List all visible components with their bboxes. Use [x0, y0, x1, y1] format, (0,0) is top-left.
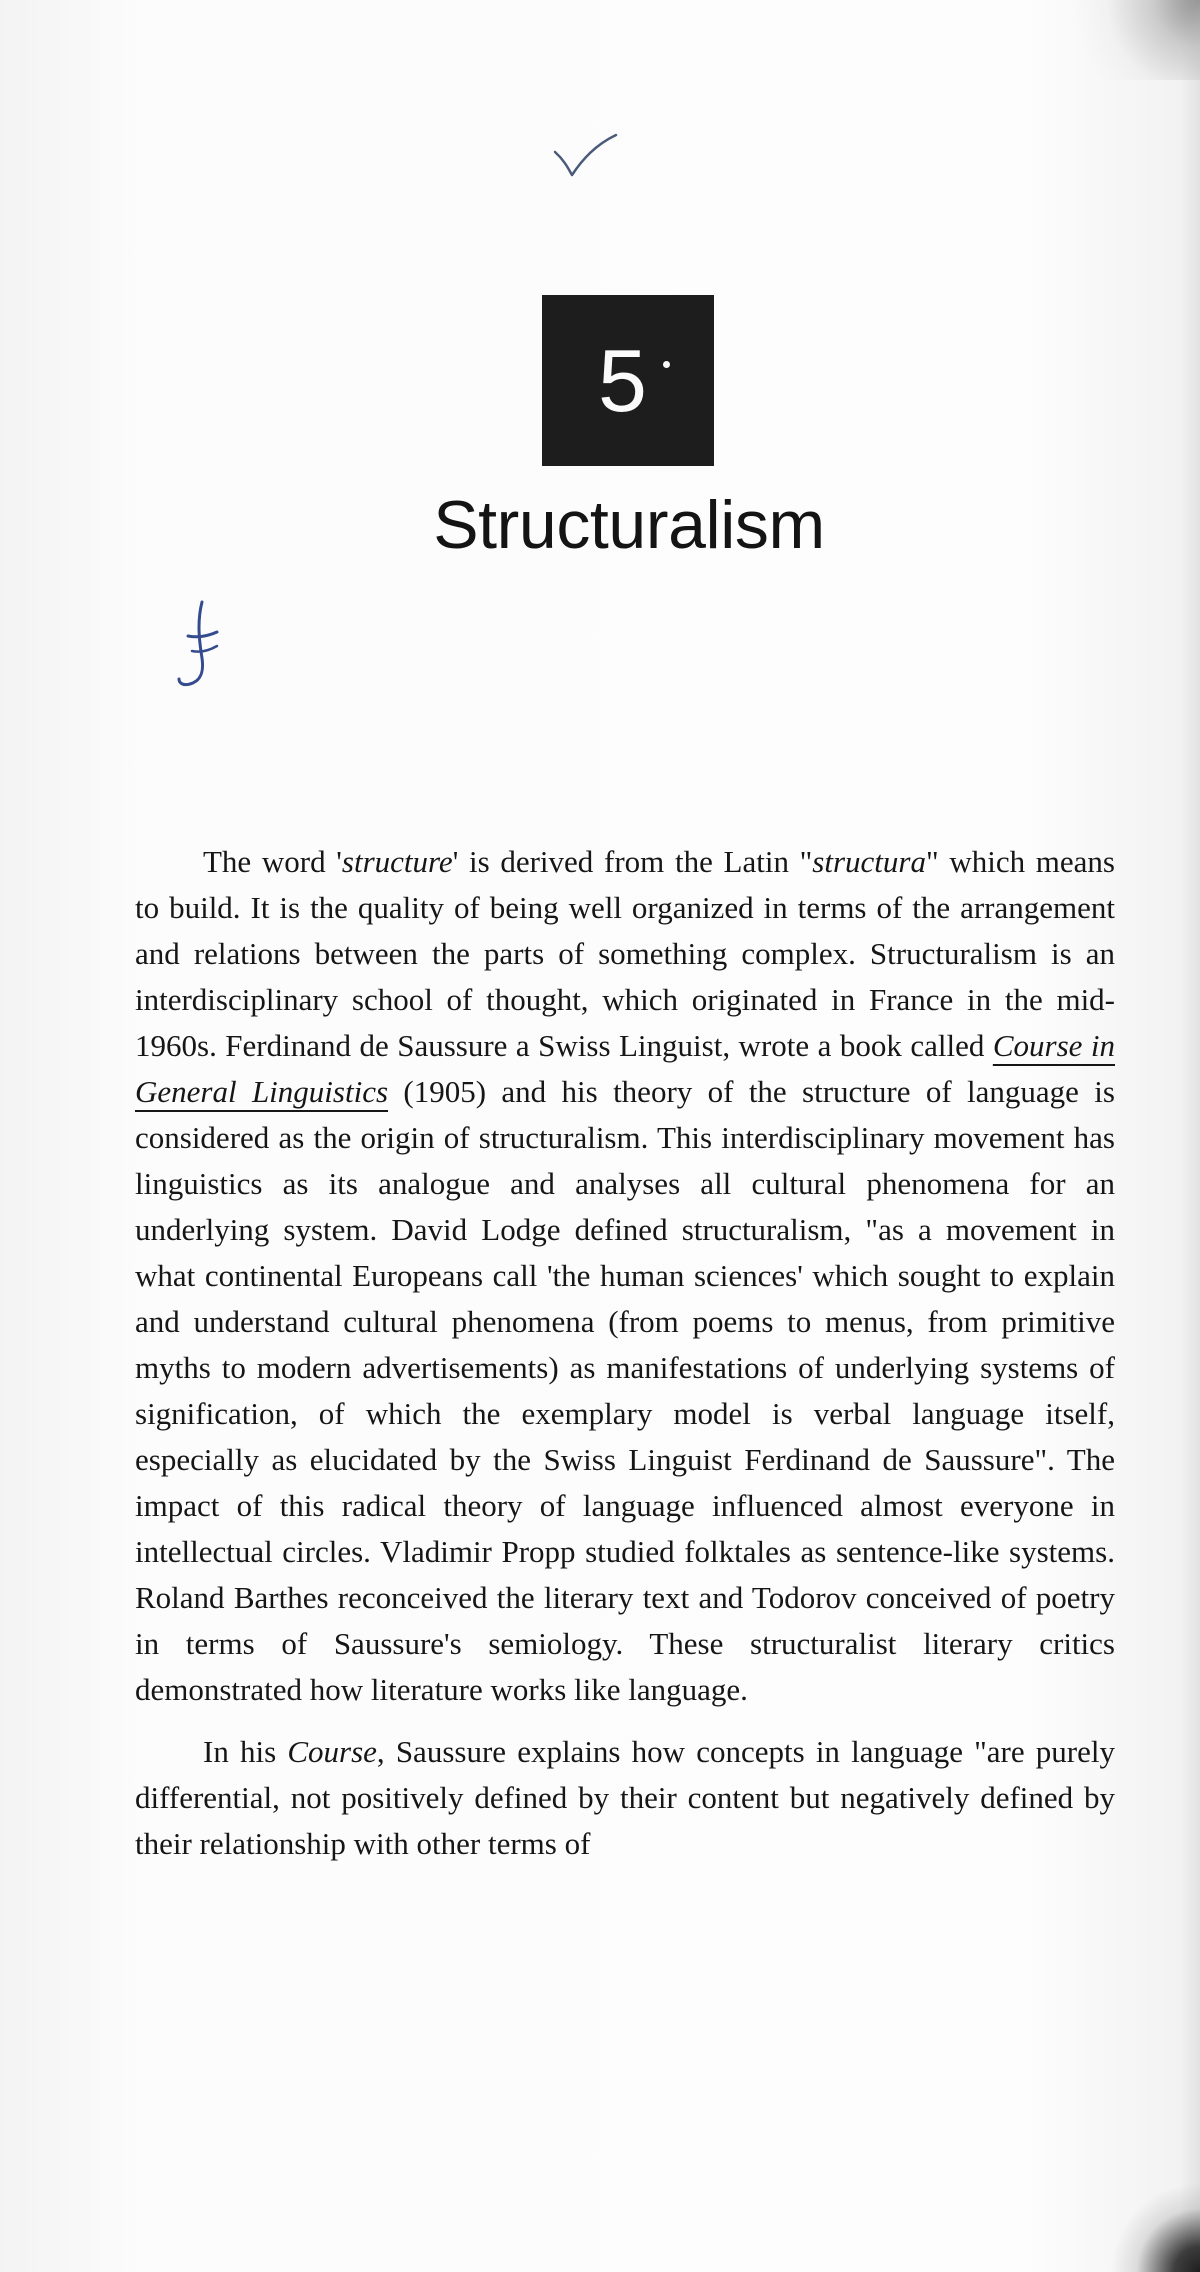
body-paragraph-2 — [135, 1729, 1115, 1867]
body-paragraph-1 — [135, 839, 1115, 1713]
paragraph-1-text-a: The word ' — [203, 844, 342, 879]
chapter-number: 5 — [598, 330, 647, 430]
chapter-number-dot — [663, 361, 670, 368]
paragraph-2-text-a: In his — [203, 1734, 288, 1769]
paragraph-1-text-c: " which means to build. It is the quality of being well organized in terms of the arrangement and relations between the parts of something complex. Structuralism is an interdisciplinary school of thought, which originated in France in the mid-1960s. Ferdinand de Saussure a Swiss Linguist, wrote a book called — [135, 844, 1115, 1063]
chapter-title: Structuralism — [433, 487, 825, 563]
page-corner-shadow-top — [1050, 0, 1200, 80]
paragraph-1-text-d: (1905) and his theory of the structure of language is considered as the origin of structuralism. This interdisciplinary movement has linguistics as its analogue and analyses all cultural phenomena for an underlying system. David Lodge defined structuralism, "as a movement in what continental Europeans call 'the human sciences' which sought to explain and understand cultural phenomena (from poems to menus, from primitive myths to modern advertisements) as manifestations of underlying systems of signification, of which the exemplary model is verbal language itself, especially as elucidated by the Swiss Linguist Ferdinand de Saussure". The impact of this radical theory of language influenced almost everyone in intellectual circles. Vladimir Propp studied folktales as sentence-like systems. Roland Barthes reconceived the literary text and Todorov conceived of poetry in terms of Saussure's semiology. These structuralist literary critics demonstrated how literature works like language. — [135, 1074, 1115, 1707]
structure-term: structure — [341, 844, 453, 879]
handwritten-mark-icon — [168, 598, 228, 692]
check-mark-icon — [550, 130, 620, 185]
book-title: Course in General Linguistics — [135, 1028, 1115, 1109]
page-corner-shadow-bottom — [1110, 2182, 1200, 2272]
chapter-number-box — [542, 295, 714, 466]
structura-term: structura — [812, 844, 926, 879]
paragraph-2-text-b: , Saussure explains how concepts in language "are purely differential, not positively defined by their content but negatively defined by their relationship with other terms of — [135, 1734, 1115, 1861]
page-right-edge — [1180, 0, 1200, 2272]
course-term: Course — [287, 1734, 377, 1769]
paragraph-1-text-b: ' is derived from the Latin " — [452, 844, 813, 879]
chapter-body — [135, 839, 1115, 1867]
